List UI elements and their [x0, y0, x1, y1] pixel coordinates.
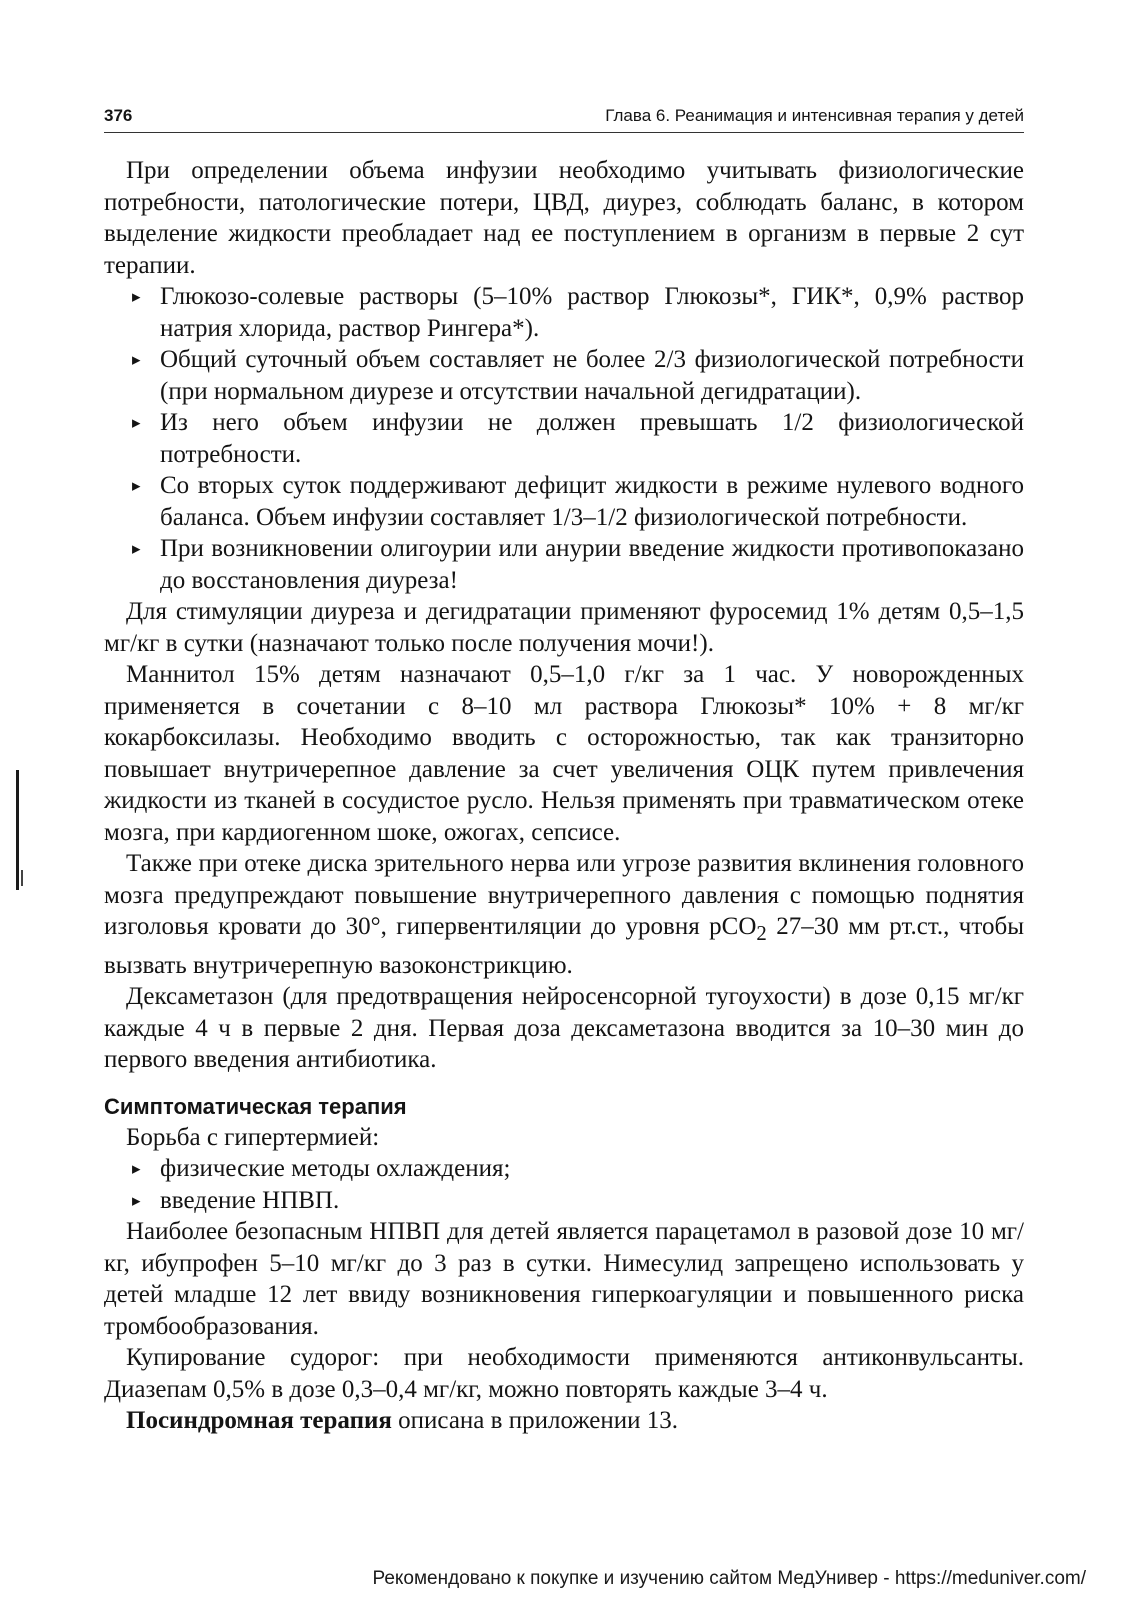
optic-text-before: Также при отеке диска зрительного нерва или угрозе развития вклинения головного мозга предупреждают повышение внутричерепного давления с помощью поднятия изголовья кровати до 30°, гипервентиляции до уровня pCO	[104, 850, 1024, 940]
list-item: ▸ При возникновении олигоурии или анурии введение жидкости противопоказано до восстановления диуреза!	[160, 533, 1024, 596]
diuresis-paragraph: Для стимуляции диуреза и дегидратации применяют фуросемид 1% детям 0,5–1,5 мг/кг в сутки (назначают только после получения мочи!).	[104, 598, 1024, 657]
hyperthermia-bullet-list	[104, 1153, 1024, 1216]
watermark-footer: Рекомендовано к покупке и изучению сайтом МедУнивер - https://meduniver.com/	[372, 1568, 1086, 1589]
optic-nerve-paragraph	[104, 848, 1024, 981]
nsaid-paragraph: Наиболее безопасным НПВП для детей является парацетамол в разовой дозе 10 мг/кг, ибупрофен 5–10 мг/кг до 3 раз в сутки. Нимесулид запрещено использовать у детей младше 12 лет ввиду возникновения гиперкоагуляции и повышенного риска тромбообразования.	[104, 1218, 1024, 1340]
intro-paragraph: При определении объема инфузии необходимо учитывать физиологические потребности, патологические потери, ЦВД, диурез, соблюдать баланс, в котором выделение жидкости преобладает над ее поступлением в организм в первые 2 сут терапии.	[104, 157, 1024, 279]
hyperthermia-intro: Борьба с гипертермией:	[126, 1123, 380, 1151]
infusion-bullet-list	[104, 281, 1024, 596]
list-item: ▸ Общий суточный объем составляет не более 2/3 физиологической потребности (при нормальном диурезе и отсутствии начальной дегидратации).	[160, 344, 1024, 407]
co2-subscript: 2	[756, 921, 767, 945]
running-title: Глава 6. Реанимация и интенсивная терапия у детей	[605, 106, 1024, 125]
list-item: ▸ Со вторых суток поддерживают дефицит жидкости в режиме нулевого водного баланса. Объем инфузии составляет 1/3–1/2 физиологической потребности.	[160, 470, 1024, 533]
optic-text-after: 27–30 мм рт.ст., чтобы вызвать внутричерепную вазоконстрикцию.	[104, 913, 1024, 979]
list-item: ▸ физические методы охлаждения;	[160, 1153, 1024, 1185]
list-item: ▸ Из него объем инфузии не должен превышать 1/2 физиологической потребности.	[160, 407, 1024, 470]
syndromic-rest: описана в приложении 13.	[391, 1407, 678, 1434]
list-item: ▸ Глюкозо-солевые растворы (5–10% раствор Глюкозы*, ГИК*, 0,9% раствор натрия хлорида, раствор Рингера*).	[160, 281, 1024, 344]
list-item: ▸ введение НПВП.	[160, 1185, 1024, 1217]
section-heading: Симптоматическая терапия	[104, 1093, 407, 1119]
seizures-paragraph: Купирование судорог: при необходимости применяются антиконвульсанты. Диазепам 0,5% в дозе 0,3–0,4 мг/кг, можно повторять каждые 3–4 ч.	[104, 1344, 1024, 1403]
margin-tick	[21, 870, 23, 886]
syndromic-paragraph	[104, 1405, 1024, 1437]
margin-mark	[16, 770, 19, 890]
page-number: 376	[104, 106, 133, 125]
page-body	[104, 155, 1024, 1437]
syndromic-bold-lead: Посиндромная терапия	[126, 1407, 392, 1434]
running-header	[104, 106, 1024, 133]
mannitol-paragraph: Маннитол 15% детям назначают 0,5–1,0 г/кг за 1 час. У новорожденных применяется в сочетании с 8–10 мл раствора Глюкозы* 10% + 8 мг/кг кокарбоксилазы. Необходимо вводить с осторожностью, так как транзиторно повышает внутричерепное давление за счет увеличения ОЦК путем привлечения жидкости из тканей в сосудистое русло. Нельзя применять при травматическом отеке мозга, при кардиогенном шоке, ожогах, сепсисе.	[104, 661, 1024, 846]
dexamethasone-paragraph: Дексаметазон (для предотвращения нейросенсорной тугоухости) в дозе 0,15 мг/кг каждые 4 ч в первые 2 дня. Первая доза дексаметазона вводится за 10–30 мин до первого введения антибиотика.	[104, 983, 1024, 1073]
